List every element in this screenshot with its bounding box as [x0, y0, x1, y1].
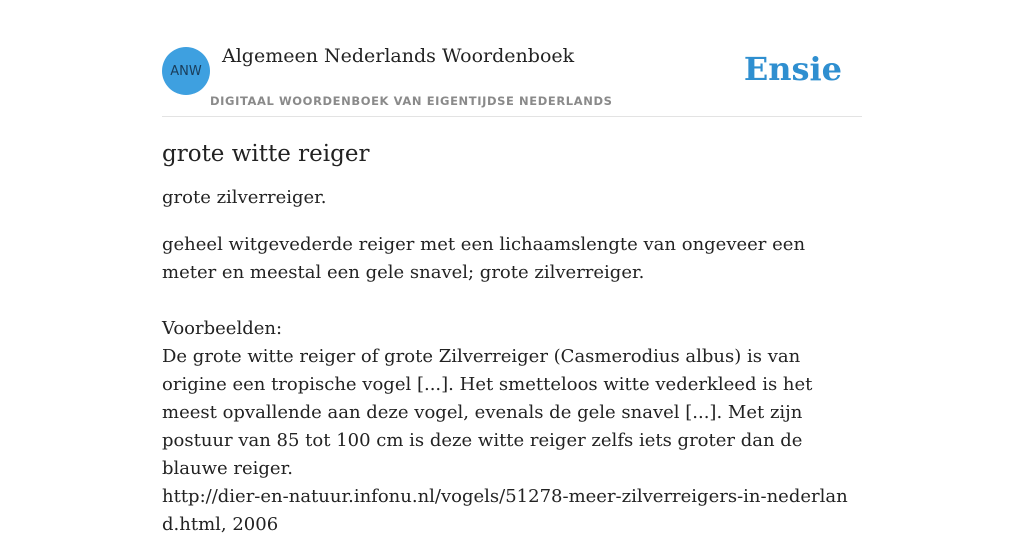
- example-source[interactable]: http://dier-en-natuur.infonu.nl/vogels/51278-meer-zilverreigers-in-nederland.html, 2006: [162, 486, 848, 535]
- entry-synonym: grote zilverreiger.: [162, 187, 327, 208]
- example-text: De grote witte reiger of grote Zilverreiger (Casmerodius albus) is van origine een tropische vogel [...]. Het smetteloos witte vederkleed is het meest opvallende aan deze vogel, evenals de gele snavel [...]. Met zijn postuur van 85 tot 100 cm is deze witte reiger zelfs iets groter dan de blauwe reiger.: [162, 346, 813, 479]
- entry-content: [162, 138, 862, 539]
- entry-definition-block: [162, 231, 862, 539]
- anw-logo[interactable]: ANW: [162, 47, 210, 95]
- site-header: [162, 0, 862, 117]
- entry-definition: geheel witgevederde reiger met een lichaamslengte van ongeveer een meter en meestal een gele snavel; grote zilverreiger.: [162, 234, 806, 283]
- spacer: [162, 287, 862, 315]
- site-title[interactable]: Algemeen Nederlands Woordenboek: [222, 45, 575, 67]
- site-subtitle: DIGITAAL WOORDENBOEK VAN EIGENTIJDSE NEDERLANDS: [210, 94, 613, 108]
- examples-label: Voorbeelden:: [162, 318, 283, 339]
- ensie-brand-link[interactable]: Ensie: [743, 50, 842, 88]
- entry-headword: grote witte reiger: [162, 141, 370, 167]
